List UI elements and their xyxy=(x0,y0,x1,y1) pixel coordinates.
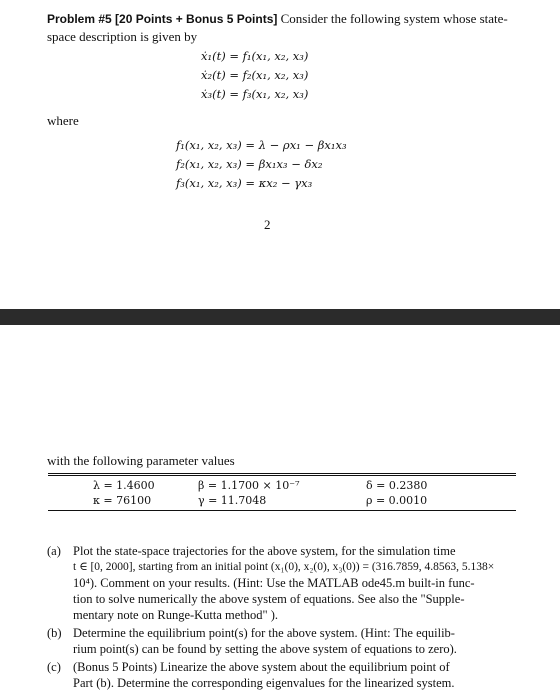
item-b xyxy=(47,625,517,659)
item-a-line: t ∈ [0, 2000], starting from an initial point (x₁(0), x₂(0), x₃(0)) = (316.7859, 4.8563, 5.138× xyxy=(73,561,495,573)
table-top-rule-double xyxy=(48,475,516,476)
param-lambda: λ = 1.4600 xyxy=(93,479,155,492)
item-b-label: (b) xyxy=(47,626,62,640)
table-top-rule xyxy=(48,473,516,474)
state-equation-1: ẋ₁(t) = f₁(x₁, x₂, x₃) xyxy=(201,49,309,63)
page-bottom-section xyxy=(0,325,560,700)
param-delta: δ = 0.2380 xyxy=(366,479,428,492)
table-bottom-rule xyxy=(48,510,516,511)
param-beta: β = 1.1700 × 10⁻⁷ xyxy=(198,479,300,492)
function-definition-2: f₂(x₁, x₂, x₃) = βx₁x₃ − δx₂ xyxy=(176,157,323,171)
item-c-line: (Bonus 5 Points) Linearize the above system about the equilibrium point of xyxy=(73,660,450,674)
state-equation-3: ẋ₃(t) = f₃(x₁, x₂, x₃) xyxy=(201,87,309,101)
item-a-line: tion to solve numerically the above system of equations. See also the "Supple- xyxy=(73,592,465,606)
item-c-line: Part (b). Determine the corresponding eigenvalues for the linearized system. xyxy=(73,676,455,690)
where-label: where xyxy=(47,113,79,128)
item-b-line: Determine the equilibrium point(s) for the above system. (Hint: The equilib- xyxy=(73,626,455,640)
problem-heading: Problem #5 [20 Points + Bonus 5 Points] xyxy=(47,12,278,26)
page-top-section xyxy=(0,0,560,309)
parameters-intro: with the following parameter values xyxy=(47,453,235,468)
page-divider-bar xyxy=(0,309,560,325)
problem-intro-text: Consider the following system whose state-space description is given by xyxy=(47,11,508,44)
item-c-label: (c) xyxy=(47,660,61,674)
param-rho: ρ = 0.0010 xyxy=(366,494,428,507)
item-c xyxy=(47,659,517,693)
state-equation-2: ẋ₂(t) = f₂(x₁, x₂, x₃) xyxy=(201,68,309,82)
param-kappa: κ = 76100 xyxy=(93,494,152,507)
item-a-label: (a) xyxy=(47,544,61,558)
param-gamma: γ = 11.7048 xyxy=(198,494,267,507)
problem-intro xyxy=(47,10,517,45)
item-a-line: 10⁴). Comment on your results. (Hint: Use the MATLAB ode45.m built-in func- xyxy=(73,576,475,590)
item-a-line: Plot the state-space trajectories for the above system, for the simulation time xyxy=(73,544,456,558)
item-a-line: mentary note on Runge-Kutta method" ). xyxy=(73,608,279,622)
page-number: 2 xyxy=(264,217,271,232)
function-definition-3: f₃(x₁, x₂, x₃) = κx₂ − γx₃ xyxy=(176,176,313,190)
item-a xyxy=(47,543,517,625)
function-definition-1: f₁(x₁, x₂, x₃) = λ − ρx₁ − βx₁x₃ xyxy=(176,138,347,152)
item-b-line: rium point(s) can be found by setting the above system of equations to zero). xyxy=(73,642,457,656)
